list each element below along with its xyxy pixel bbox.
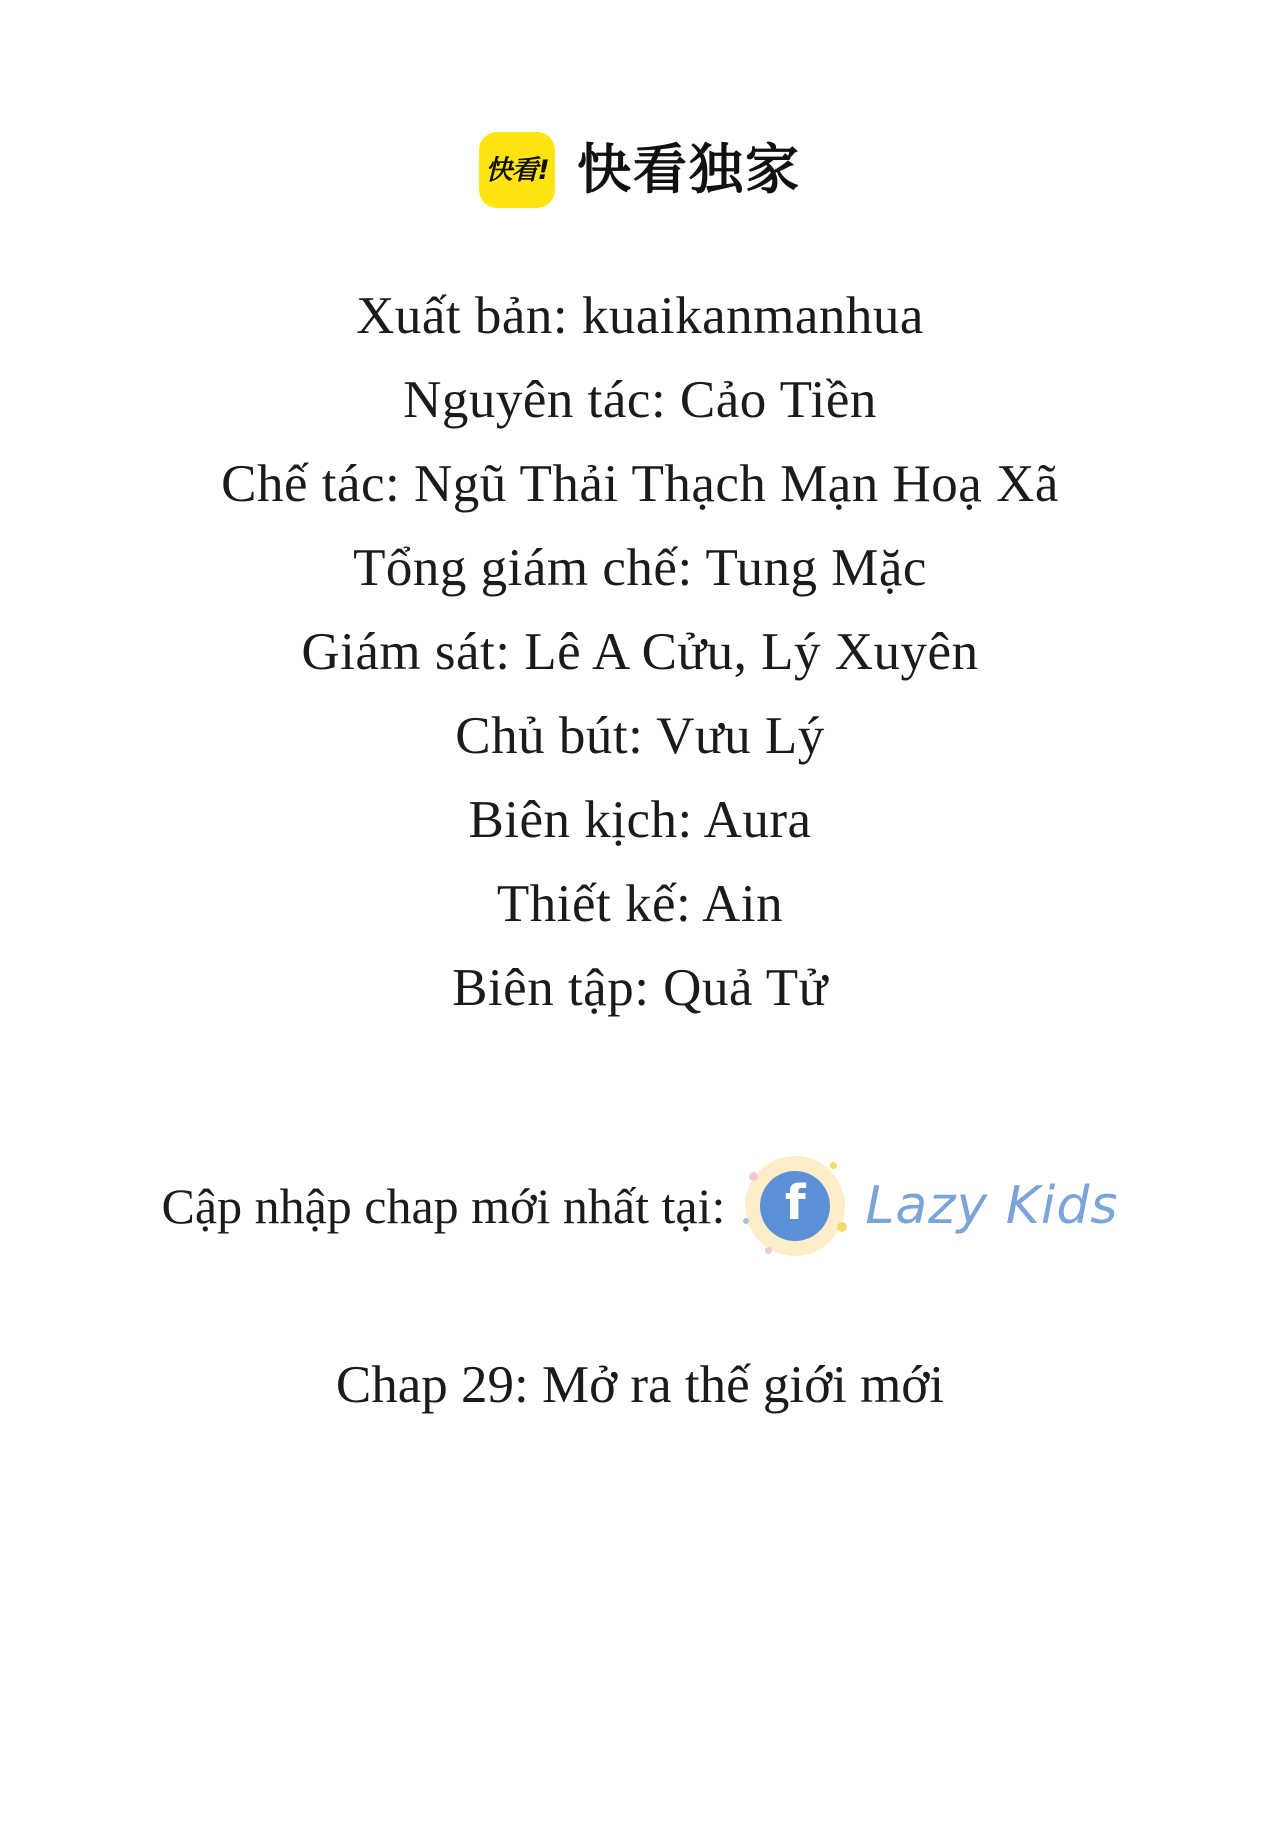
update-notice: [162, 1154, 1119, 1258]
credit-line-supervisor: Giám sát: Lê A Cửu, Lý Xuyên: [301, 623, 979, 681]
chapter-title: Chap 29: Mở ra thế giới mới: [335, 1356, 945, 1414]
sparkle-dot-icon: [837, 1222, 847, 1232]
brand-name: 快看独家: [577, 138, 801, 201]
kuaikan-logo-icon: [479, 132, 555, 208]
kuaikan-logo-text: 快看!: [485, 154, 549, 186]
facebook-page-name[interactable]: Lazy Kids: [865, 1176, 1119, 1236]
credit-line-designer: Thiết kế: Ain: [496, 875, 784, 933]
update-notice-text: Cập nhập chap mới nhất tại:: [161, 1178, 726, 1234]
sparkle-dot-icon: [765, 1247, 772, 1254]
credit-line-production: Chế tác: Ngũ Thải Thạch Mạn Hoạ Xã: [221, 455, 1059, 513]
facebook-glyph: f: [784, 1175, 806, 1231]
credit-line-publisher: Xuất bản: kuaikanmanhua: [356, 287, 924, 345]
brand-header: [479, 132, 801, 208]
sparkle-dot-icon: [830, 1162, 837, 1169]
credit-line-chief-producer: Tổng giám chế: Tung Mặc: [353, 539, 927, 597]
credits-block: [0, 274, 1280, 1030]
credit-line-editor: Biên tập: Quả Tử: [452, 959, 828, 1017]
credit-line-screenwriter: Biên kịch: Aura: [468, 791, 812, 849]
facebook-icon-circle: [760, 1171, 830, 1241]
credit-line-editor-in-chief: Chủ bút: Vưu Lý: [455, 707, 825, 765]
facebook-icon[interactable]: [743, 1154, 847, 1258]
credit-line-original-author: Nguyên tác: Cảo Tiền: [403, 371, 877, 429]
